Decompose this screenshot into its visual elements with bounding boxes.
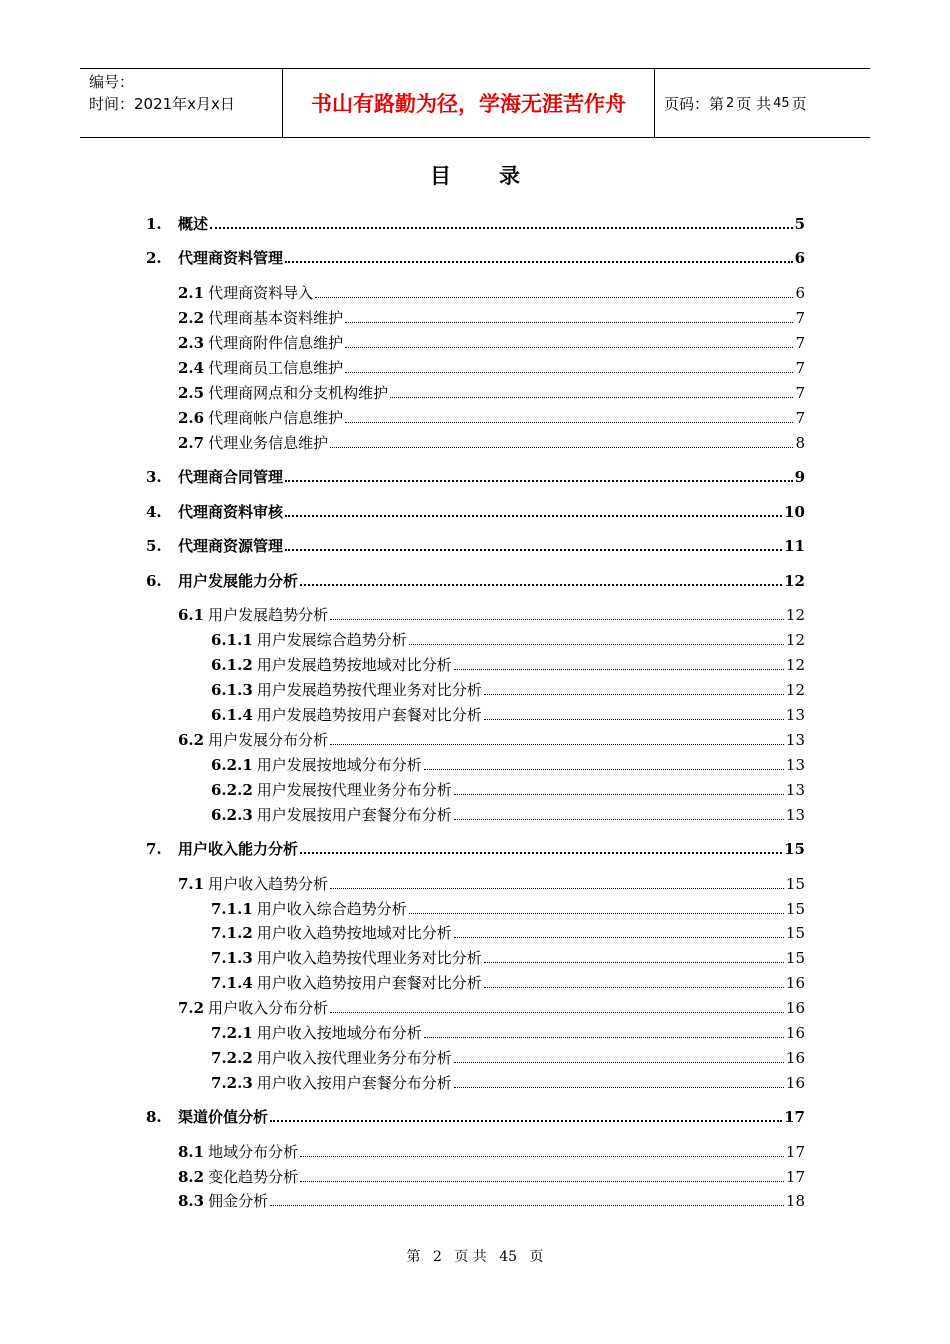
toc-entry-page: 16 (785, 1024, 805, 1042)
header-left-cell (80, 69, 282, 137)
toc-entry-label: 用户发展趋势分析 (208, 606, 329, 624)
toc-entry-label: 用户收入分布分析 (208, 999, 329, 1017)
toc-entry-page: 11 (784, 537, 805, 555)
toc-entry-number: 7.2.1 (211, 1024, 253, 1042)
toc-entry-label: 用户发展趋势按用户套餐对比分析 (256, 706, 482, 724)
toc-entry-number: 6.1.2 (211, 656, 253, 674)
toc-entry-label: 概述 (178, 215, 209, 233)
toc-entry-label: 用户发展趋势按代理业务对比分析 (256, 681, 482, 699)
toc-entry-page: 7 (795, 409, 805, 427)
toc-entry-number: 6.2.3 (211, 806, 253, 824)
toc-entry-label: 代理商资源管理 (178, 537, 284, 555)
toc-entry-page: 16 (785, 999, 805, 1017)
toc-entry-page: 18 (785, 1192, 805, 1210)
toc-entry-number: 7.1.3 (211, 949, 253, 967)
toc-entry[interactable] (211, 654, 805, 676)
toc-entry[interactable] (211, 779, 805, 801)
toc-entry[interactable] (178, 307, 805, 329)
toc-entry-page: 17 (784, 1108, 805, 1126)
document-number: 编号： (89, 73, 135, 91)
toc-entry-number: 6.2 (178, 731, 205, 749)
toc-entry[interactable] (211, 804, 805, 826)
toc-entry[interactable] (178, 873, 805, 895)
toc-entry-number: 7.1 (178, 875, 205, 893)
toc-entry-label: 代理商资料导入 (208, 284, 314, 302)
toc-entry-number: 2.3 (178, 334, 205, 352)
toc-leader-dots (330, 1012, 784, 1013)
toc-leader-dots (454, 819, 784, 820)
toc-leader-dots (285, 261, 793, 263)
toc-entry-number: 2.4 (178, 359, 205, 377)
toc-leader-dots (300, 1156, 784, 1157)
toc-entry-number: 8.2 (178, 1168, 205, 1186)
toc-entry[interactable] (146, 247, 805, 269)
toc-entry-number: 6.2.2 (211, 781, 253, 799)
toc-entry-label: 用户收入趋势按代理业务对比分析 (256, 949, 482, 967)
toc-entry-label: 代理商合同管理 (178, 468, 284, 486)
toc-entry-label: 用户收入能力分析 (178, 840, 299, 858)
toc-entry-label: 用户收入按代理业务分布分析 (256, 1049, 452, 1067)
toc-entry-label: 用户收入趋势按用户套餐对比分析 (256, 974, 482, 992)
toc-entry[interactable] (178, 332, 805, 354)
header-motto: 书山有路勤为径，学海无涯苦作舟 (282, 69, 655, 137)
toc-leader-dots (345, 422, 793, 423)
toc-entry-label: 代理业务信息维护 (208, 434, 329, 452)
toc-leader-dots (454, 669, 784, 670)
toc-leader-dots (454, 1087, 784, 1088)
toc-leader-dots (454, 794, 784, 795)
toc-leader-dots (285, 480, 793, 482)
toc-entry[interactable] (146, 535, 805, 557)
toc-entry-label: 地域分布分析 (208, 1143, 299, 1161)
toc-entry[interactable] (178, 604, 805, 626)
toc-entry-number: 7.2 (178, 999, 205, 1017)
toc-leader-dots (330, 888, 784, 889)
header-page-total: 45 (773, 95, 790, 111)
toc-entry-number: 2.1 (178, 284, 205, 302)
toc-entry-page: 13 (785, 781, 805, 799)
toc-entry[interactable] (211, 1072, 805, 1094)
toc-entry-number: 7.2.3 (211, 1074, 253, 1092)
toc-entry-page: 6 (794, 249, 805, 267)
toc-entry-page: 15 (785, 924, 805, 942)
toc-entry-number: 2.2 (178, 309, 205, 327)
toc-leader-dots (270, 1120, 782, 1122)
toc-leader-dots (484, 962, 784, 963)
toc-entry-label: 用户收入趋势按地域对比分析 (256, 924, 452, 942)
toc-entry-page: 12 (784, 572, 805, 590)
toc-entry-page: 5 (794, 215, 805, 233)
toc-entry[interactable] (178, 282, 805, 304)
toc-entry[interactable] (146, 466, 805, 488)
toc-entry-label: 用户发展综合趋势分析 (256, 631, 407, 649)
page-header (80, 68, 870, 138)
toc-entry-number: 2. (146, 249, 162, 267)
toc-leader-dots (300, 584, 782, 586)
toc-leader-dots (409, 913, 784, 914)
toc-entry-number: 3. (146, 468, 162, 486)
toc-entry[interactable] (211, 1022, 805, 1044)
toc-entry-label: 代理商网点和分支机构维护 (208, 384, 389, 402)
toc-entry-number: 8. (146, 1108, 162, 1126)
toc-entry-page: 13 (785, 806, 805, 824)
toc-leader-dots (300, 1181, 784, 1182)
toc-entry-number: 7.1.2 (211, 924, 253, 942)
toc-leader-dots (424, 1037, 784, 1038)
toc-leader-dots (285, 515, 782, 517)
toc-entry-number: 8.3 (178, 1192, 205, 1210)
toc-leader-dots (454, 937, 784, 938)
toc-leader-dots (345, 372, 793, 373)
toc-entry-page: 16 (785, 1049, 805, 1067)
toc-leader-dots (330, 744, 784, 745)
toc-entry-number: 6.1.1 (211, 631, 253, 649)
toc-entry[interactable] (211, 754, 805, 776)
toc-entry[interactable] (146, 501, 805, 523)
toc-leader-dots (315, 297, 793, 298)
toc-entry-number: 7.1.1 (211, 900, 253, 918)
toc-entry[interactable] (178, 729, 805, 751)
toc-entry[interactable] (178, 1190, 805, 1212)
toc-entry[interactable] (211, 972, 805, 994)
toc-entry-label: 用户收入趋势分析 (208, 875, 329, 893)
toc-leader-dots (484, 694, 784, 695)
toc-entry-number: 7.1.4 (211, 974, 253, 992)
toc-entry-number: 7.2.2 (211, 1049, 253, 1067)
toc-entry-label: 用户发展能力分析 (178, 572, 299, 590)
toc-leader-dots (345, 322, 793, 323)
toc-entry-number: 2.5 (178, 384, 205, 402)
toc-entry-number: 1. (146, 215, 162, 233)
toc-leader-dots (390, 397, 793, 398)
toc-entry-number: 2.7 (178, 434, 205, 452)
toc-leader-dots (409, 644, 784, 645)
toc-entry[interactable] (211, 922, 805, 944)
toc-entry-page: 17 (785, 1143, 805, 1161)
toc-leader-dots (285, 549, 782, 551)
toc-leader-dots (454, 1062, 784, 1063)
document-time: 时间：2021年x月x日 (89, 95, 235, 113)
toc-entry[interactable] (178, 407, 805, 429)
toc-entry-page: 7 (795, 309, 805, 327)
toc-entry[interactable] (211, 629, 805, 651)
toc-entry-label: 用户发展趋势按地域对比分析 (256, 656, 452, 674)
toc-entry-page: 8 (795, 434, 805, 452)
toc-entry-label: 代理商员工信息维护 (208, 359, 344, 377)
toc-leader-dots (210, 227, 793, 229)
toc-entry[interactable] (146, 570, 805, 592)
toc-entry-label: 代理商基本资料维护 (208, 309, 344, 327)
toc-entry[interactable] (178, 432, 805, 454)
toc-entry-page: 16 (785, 1074, 805, 1092)
toc-entry-page: 9 (794, 468, 805, 486)
toc-entry[interactable] (211, 679, 805, 701)
header-page-current: 2 (726, 95, 735, 111)
toc-entry-page: 12 (785, 656, 805, 674)
toc-leader-dots (484, 719, 784, 720)
toc-entry-label: 代理商资料管理 (178, 249, 284, 267)
toc-entry[interactable] (211, 947, 805, 969)
toc-leader-dots (330, 447, 793, 448)
toc-entry-page: 7 (795, 359, 805, 377)
toc-entry[interactable] (211, 1047, 805, 1069)
toc-entry-number: 6. (146, 572, 162, 590)
toc-leader-dots (270, 1205, 784, 1206)
toc-entry-number: 5. (146, 537, 162, 555)
toc-entry[interactable] (178, 382, 805, 404)
toc-leader-dots (345, 347, 793, 348)
toc-entry-page: 15 (785, 900, 805, 918)
toc-entry-page: 7 (795, 384, 805, 402)
toc-entry[interactable] (178, 997, 805, 1019)
toc-entry-label: 用户发展分布分析 (208, 731, 329, 749)
toc-leader-dots (484, 987, 784, 988)
toc-entry-label: 佣金分析 (208, 1192, 269, 1210)
toc-entry-page: 15 (784, 840, 805, 858)
toc-entry-page: 12 (785, 631, 805, 649)
toc-entry[interactable] (211, 704, 805, 726)
toc-entry-page: 13 (785, 706, 805, 724)
toc-entry[interactable] (146, 1106, 805, 1128)
toc-entry-page: 15 (785, 949, 805, 967)
toc-leader-dots (424, 769, 784, 770)
toc-entry-number: 6.1.4 (211, 706, 253, 724)
header-page-info: 页码：第 2 页 共 45 页 (664, 94, 807, 113)
page-footer: 第 2 页 共 45 页 (406, 1249, 544, 1265)
toc-entry-page: 13 (785, 731, 805, 749)
toc-entry-number: 6.1 (178, 606, 205, 624)
toc-entry-label: 代理商附件信息维护 (208, 334, 344, 352)
toc-leader-dots (330, 619, 784, 620)
toc-entry-page: 15 (785, 875, 805, 893)
toc-entry-page: 6 (795, 284, 805, 302)
toc-entry-label: 用户收入按用户套餐分布分析 (256, 1074, 452, 1092)
toc-entry[interactable] (146, 838, 805, 860)
toc-entry-number: 6.1.3 (211, 681, 253, 699)
toc-entry-label: 变化趋势分析 (208, 1168, 299, 1186)
toc-entry-page: 17 (785, 1168, 805, 1186)
toc-entry-page: 16 (785, 974, 805, 992)
toc-entry-number: 4. (146, 503, 162, 521)
toc-entry-page: 10 (784, 503, 805, 521)
toc-title: 目 录 (430, 163, 520, 188)
toc-leader-dots (300, 852, 782, 854)
toc-entry[interactable] (178, 1141, 805, 1163)
toc-entry-label: 用户收入按地域分布分析 (256, 1024, 422, 1042)
toc-entry-page: 12 (785, 606, 805, 624)
toc-entry-label: 代理商资料审核 (178, 503, 284, 521)
toc-entry[interactable] (211, 898, 805, 920)
toc-entry[interactable] (178, 1166, 805, 1188)
toc-entry-label: 用户发展按用户套餐分布分析 (256, 806, 452, 824)
toc-entry-number: 8.1 (178, 1143, 205, 1161)
toc-entry[interactable] (178, 357, 805, 379)
toc-entry-number: 6.2.1 (211, 756, 253, 774)
toc-entry-label: 用户发展按代理业务分布分析 (256, 781, 452, 799)
toc-entry[interactable] (146, 213, 805, 235)
toc-entry-page: 12 (785, 681, 805, 699)
toc-entry-number: 2.6 (178, 409, 205, 427)
toc-entry-number: 7. (146, 840, 162, 858)
toc-entry-label: 用户收入综合趋势分析 (256, 900, 407, 918)
toc-entry-label: 代理商帐户信息维护 (208, 409, 344, 427)
toc-entry-page: 7 (795, 334, 805, 352)
toc-entry-label: 用户发展按地域分布分析 (256, 756, 422, 774)
toc-entry-page: 13 (785, 756, 805, 774)
toc-entry-label: 渠道价值分析 (178, 1108, 269, 1126)
